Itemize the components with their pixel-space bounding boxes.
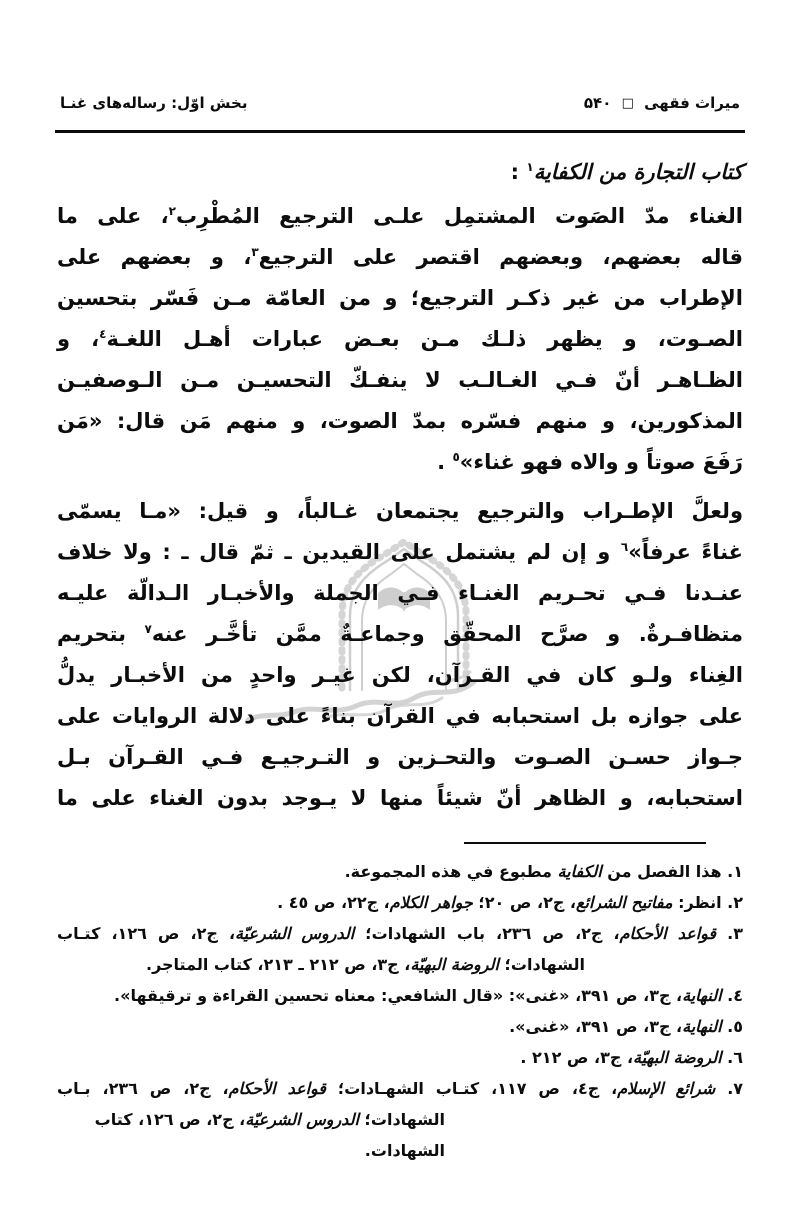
text-segment: قاله بعضهم، وبعضهم اقتصر على الترجيع bbox=[258, 245, 743, 269]
text-segment: الروضة البهيّة bbox=[633, 1048, 722, 1067]
body-text bbox=[57, 150, 743, 819]
text-segment: مطبوع في هذه المجموعة. bbox=[344, 862, 558, 881]
text-segment: : bbox=[510, 160, 527, 184]
footnote-marker: ٦ bbox=[620, 540, 629, 554]
text-segment: الغِناء ولـو كان في القـرآن، لكن غيـر واحدٍ من الأخبـار يدلُّ bbox=[57, 663, 743, 687]
footnote-marker: ٤ bbox=[99, 327, 107, 341]
text-segment: رَفَعَ صوتاً و والاه فهو غناء» bbox=[459, 450, 743, 474]
text-line bbox=[57, 655, 743, 696]
text-segment: الإطراب من غير ذكـر الترجيع؛ و من العامّة مـن فَسّر بتحسين bbox=[57, 286, 743, 310]
footnote-line bbox=[57, 1042, 743, 1073]
text-segment: جـواز حسـن الصـوت والتحـزين و التـرجيـع فـي القـرآن بـل bbox=[57, 745, 743, 769]
footnote-marker: ٢ bbox=[168, 204, 176, 218]
text-segment: على جوازه بل استحبابه في القرآن بناءً على دلالة الروايات على bbox=[57, 704, 743, 728]
text-segment: ٥. bbox=[721, 1017, 743, 1036]
text-segment: الدروس الشرعيّة bbox=[235, 924, 355, 943]
text-line bbox=[57, 778, 743, 819]
text-segment: ٤. bbox=[721, 986, 743, 1005]
page-header bbox=[60, 94, 740, 112]
text-segment: شرائع الإسلام bbox=[617, 1079, 716, 1098]
paragraph bbox=[57, 196, 743, 483]
text-segment: ، ج٣، ص ٣٩١، «غنى»: «قال الشافعي: معناه تحسين القراءة و ترقيقها». bbox=[114, 986, 683, 1005]
text-line bbox=[57, 237, 743, 278]
text-segment: قواعد الأحكام bbox=[228, 1079, 326, 1098]
text-segment: غناءً عرفاً» bbox=[628, 540, 743, 564]
footnote-line bbox=[57, 918, 743, 949]
text-segment: ٣. bbox=[716, 924, 743, 943]
text-segment: ولعلَّ الإطـراب والترجيع يجتمعان غـالباً، و قيل: «مـا يسمّى bbox=[57, 499, 743, 523]
text-segment: النهاية bbox=[682, 986, 722, 1005]
text-segment: الشهادات؛ bbox=[358, 1110, 445, 1129]
footnote-marker: ١ bbox=[526, 160, 534, 174]
footnotes bbox=[57, 856, 743, 1166]
text-segment: ، على ما bbox=[57, 204, 169, 228]
text-segment: المذكورين، و منهم فسّره بمدّ الصوت، و منهم مَن قال: «مَن bbox=[57, 409, 743, 433]
footnote-line bbox=[57, 949, 743, 980]
text-line bbox=[57, 319, 743, 360]
text-segment: الصـوت، و يظهر ذلـك مـن بعـض عبارات أهـل اللغـة bbox=[106, 327, 744, 351]
footnote-separator bbox=[464, 842, 706, 844]
text-segment: الدروس الشرعيّة bbox=[245, 1110, 359, 1129]
text-line bbox=[57, 278, 743, 319]
text-segment: . bbox=[437, 450, 453, 474]
text-segment: ، و bbox=[57, 327, 100, 351]
text-line bbox=[57, 737, 743, 778]
footnote-line bbox=[57, 887, 743, 918]
footnote-marker: ٧ bbox=[144, 622, 152, 636]
footnote-line bbox=[57, 1073, 743, 1104]
footnote-marker: ٣ bbox=[251, 245, 259, 259]
header-section-title: بخش اوّل: رساله‌های غنـا bbox=[60, 94, 248, 112]
text-segment: عنـدنا فـي تحـريم الغنـاء فـي الجملة والأخبـار الـدالّة عليـه bbox=[57, 581, 743, 605]
text-segment: الظـاهـر أنّ فـي الغـالـب لا ينفـكّ التحسيـن مـن الـوصفيـن bbox=[57, 368, 743, 392]
header-page-number: ۵۴۰ bbox=[583, 94, 612, 112]
text-line bbox=[57, 196, 743, 237]
text-segment: ، ج٤، ص ١١٧، كتـاب الشهـادات؛ bbox=[325, 1079, 618, 1098]
text-segment: ، ج٢، ص ٢٠؛ bbox=[472, 893, 577, 912]
text-line bbox=[57, 401, 743, 442]
footnote-line bbox=[57, 980, 743, 1011]
text-segment: الكفاية bbox=[557, 862, 602, 881]
paragraph bbox=[57, 491, 743, 819]
text-segment: النهاية bbox=[682, 1017, 722, 1036]
text-segment: ، ج٢٢، ص ٤٥ . bbox=[277, 893, 390, 912]
text-segment: استحبابه، و الظاهر أنّ شيئاً منها لا يـوجد بدون الغناء على ما bbox=[57, 786, 743, 810]
text-segment: ، ج٢، ص ١٢٦، كتـاب bbox=[57, 924, 236, 943]
text-line bbox=[57, 573, 743, 614]
header-rule bbox=[55, 130, 745, 133]
section-heading bbox=[57, 150, 743, 196]
text-segment: ، ج٣، ص ٢١٢ . bbox=[520, 1048, 634, 1067]
text-segment: و إن لم يشتمل على القيدين ـ ثمّ قال ـ : ولا خلاف bbox=[57, 540, 621, 564]
text-segment: ، ج٢، ص ٢٣٦، بـاب bbox=[57, 1079, 229, 1098]
text-segment: ، ج٣، ص ٣٩١، «غنى». bbox=[509, 1017, 683, 1036]
text-segment: الغناء مدّ الصَوت المشتمِل علـى الترجيع المُطْرِب bbox=[175, 204, 743, 228]
text-segment: ، و بعضهم على bbox=[57, 245, 252, 269]
text-segment: ، ج٢، ص ١٢٦، كتاب الشهادات. bbox=[94, 1110, 445, 1160]
text-segment: الشهادات؛ bbox=[498, 955, 585, 974]
square-icon: □ bbox=[621, 96, 634, 111]
text-segment: متظافـرةٌ. و صرَّح المحقّق وجماعـةٌ ممَّن تأخَّـر عنه bbox=[151, 622, 743, 646]
text-segment: ، ج٢، ص ٢٣٦، باب الشهادات؛ bbox=[354, 924, 620, 943]
text-segment: ٦. bbox=[721, 1048, 743, 1067]
text-line bbox=[57, 360, 743, 401]
text-segment: قواعد الأحكام bbox=[619, 924, 717, 943]
footnote-line bbox=[57, 1104, 743, 1166]
text-line bbox=[57, 696, 743, 737]
text-line bbox=[57, 442, 743, 483]
text-segment: مفاتيح الشرائع bbox=[576, 893, 673, 912]
text-segment: الكفاية bbox=[533, 160, 592, 184]
text-line bbox=[57, 491, 743, 532]
text-segment: ، ج٣، ص ٢١٢ ـ ٢١٣، كتاب المتاجر. bbox=[145, 955, 411, 974]
text-segment: ١. هذا الفصل من bbox=[601, 862, 743, 881]
text-segment: ٢. انظر: bbox=[672, 893, 743, 912]
text-segment: ٧. bbox=[715, 1079, 744, 1098]
text-segment: بتحريم bbox=[57, 622, 145, 646]
footnote-line bbox=[57, 1011, 743, 1042]
text-segment: الروضة البهيّة bbox=[410, 955, 499, 974]
footnote-marker: ٥ bbox=[452, 450, 460, 464]
footnote-line bbox=[57, 856, 743, 887]
text-line bbox=[57, 614, 743, 655]
header-book-block bbox=[579, 94, 740, 112]
text-line bbox=[57, 532, 743, 573]
header-book-title: ميراث فقهى bbox=[644, 94, 740, 112]
text-segment: جواهر الكلام bbox=[389, 893, 473, 912]
text-segment: كتاب التجارة من bbox=[591, 160, 743, 184]
